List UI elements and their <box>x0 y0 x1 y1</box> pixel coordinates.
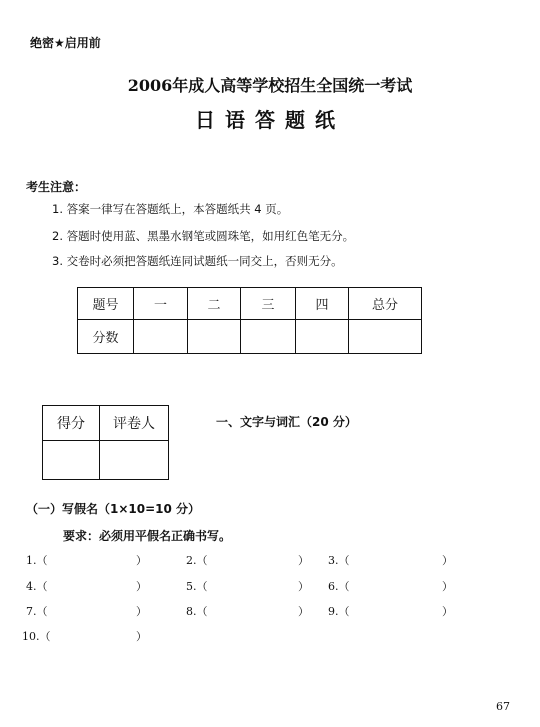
answer-blank-3[interactable] <box>328 552 452 566</box>
grader-box-score-label: 得分 <box>43 406 100 441</box>
grader-box-grader-label: 评卷人 <box>100 406 169 441</box>
answer-blank-4[interactable] <box>26 578 147 593</box>
answer-blank-5[interactable] <box>186 578 308 592</box>
answer-blank-close: ） <box>442 554 453 567</box>
answer-blank-number: 1.（ <box>26 554 48 567</box>
answer-blank-number: 7.（ <box>26 605 48 618</box>
score-entry-cell[interactable] <box>134 320 188 354</box>
notice-item: 2. 答题时使用蓝、黑墨水钢笔或圆珠笔，如用红色笔无分。 <box>52 229 355 243</box>
answer-blank-close: ） <box>136 580 147 593</box>
answer-blank-number: 4.（ <box>26 580 48 593</box>
answer-blank-close: ） <box>442 580 453 593</box>
score-table-cell: 三 <box>241 288 296 320</box>
score-table-cell: 二 <box>188 288 241 320</box>
answer-blank-1[interactable] <box>26 552 147 567</box>
answer-blank-close: ） <box>136 554 147 567</box>
score-entry-cell[interactable] <box>241 320 296 354</box>
answer-blank-close: ） <box>298 554 309 567</box>
score-table-cell: 题号 <box>78 288 134 320</box>
grader-box-entry-cell[interactable] <box>100 441 169 480</box>
answer-blank-close: ） <box>298 605 309 618</box>
score-entry-cell[interactable] <box>349 320 422 354</box>
notice-item: 3. 交卷时必须把答题纸连同试题纸一同交上，否则无分。 <box>52 254 343 268</box>
page-number: 67 <box>496 700 510 713</box>
grader-box-entry-row <box>43 441 169 480</box>
score-table-cell: 分数 <box>78 320 134 354</box>
answer-blank-number: 2.（ <box>186 554 208 567</box>
grader-box-entry-cell[interactable] <box>43 441 100 480</box>
score-table-score-row <box>78 320 422 354</box>
grader-box-header-row <box>43 406 169 441</box>
part-title: （一）写假名（1×10=10 分） <box>26 502 201 516</box>
answer-blank-2[interactable] <box>186 552 308 566</box>
sheet-subtitle: 日语答题纸 <box>195 108 345 132</box>
answer-blank-number: 6.（ <box>328 580 350 593</box>
score-table-cell: 总分 <box>349 288 422 320</box>
answer-blank-9[interactable] <box>328 603 452 617</box>
answer-blank-close: ） <box>136 630 147 643</box>
secret-label: 绝密★启用前 <box>30 36 101 50</box>
answer-blank-number: 10.（ <box>22 630 51 643</box>
answer-blank-close: ） <box>442 605 453 618</box>
score-table <box>77 287 422 354</box>
score-table-cell: 四 <box>296 288 349 320</box>
answer-blank-6[interactable] <box>328 578 452 592</box>
answer-blank-10[interactable] <box>22 628 147 643</box>
answer-blank-close: ） <box>298 580 309 593</box>
notice-heading: 考生注意： <box>26 180 87 194</box>
score-table-header-row <box>78 288 422 320</box>
answer-blank-8[interactable] <box>186 603 308 617</box>
section-title: 一、文字与词汇（20 分） <box>216 415 357 429</box>
answer-blank-number: 3.（ <box>328 554 350 567</box>
requirement-text: 要求：必须用平假名正确书写。 <box>63 529 232 543</box>
answer-blank-number: 9.（ <box>328 605 350 618</box>
grader-box <box>42 405 169 480</box>
answer-blank-close: ） <box>136 605 147 618</box>
score-table-cell: 一 <box>134 288 188 320</box>
answer-blank-number: 5.（ <box>186 580 208 593</box>
answer-blank-number: 8.（ <box>186 605 208 618</box>
answer-blank-7[interactable] <box>26 603 147 618</box>
score-entry-cell[interactable] <box>188 320 241 354</box>
exam-title: 2006年成人高等学校招生全国统一考试 <box>127 76 413 95</box>
notice-item: 1. 答案一律写在答题纸上，本答题纸共 4 页。 <box>52 202 289 216</box>
score-entry-cell[interactable] <box>296 320 349 354</box>
